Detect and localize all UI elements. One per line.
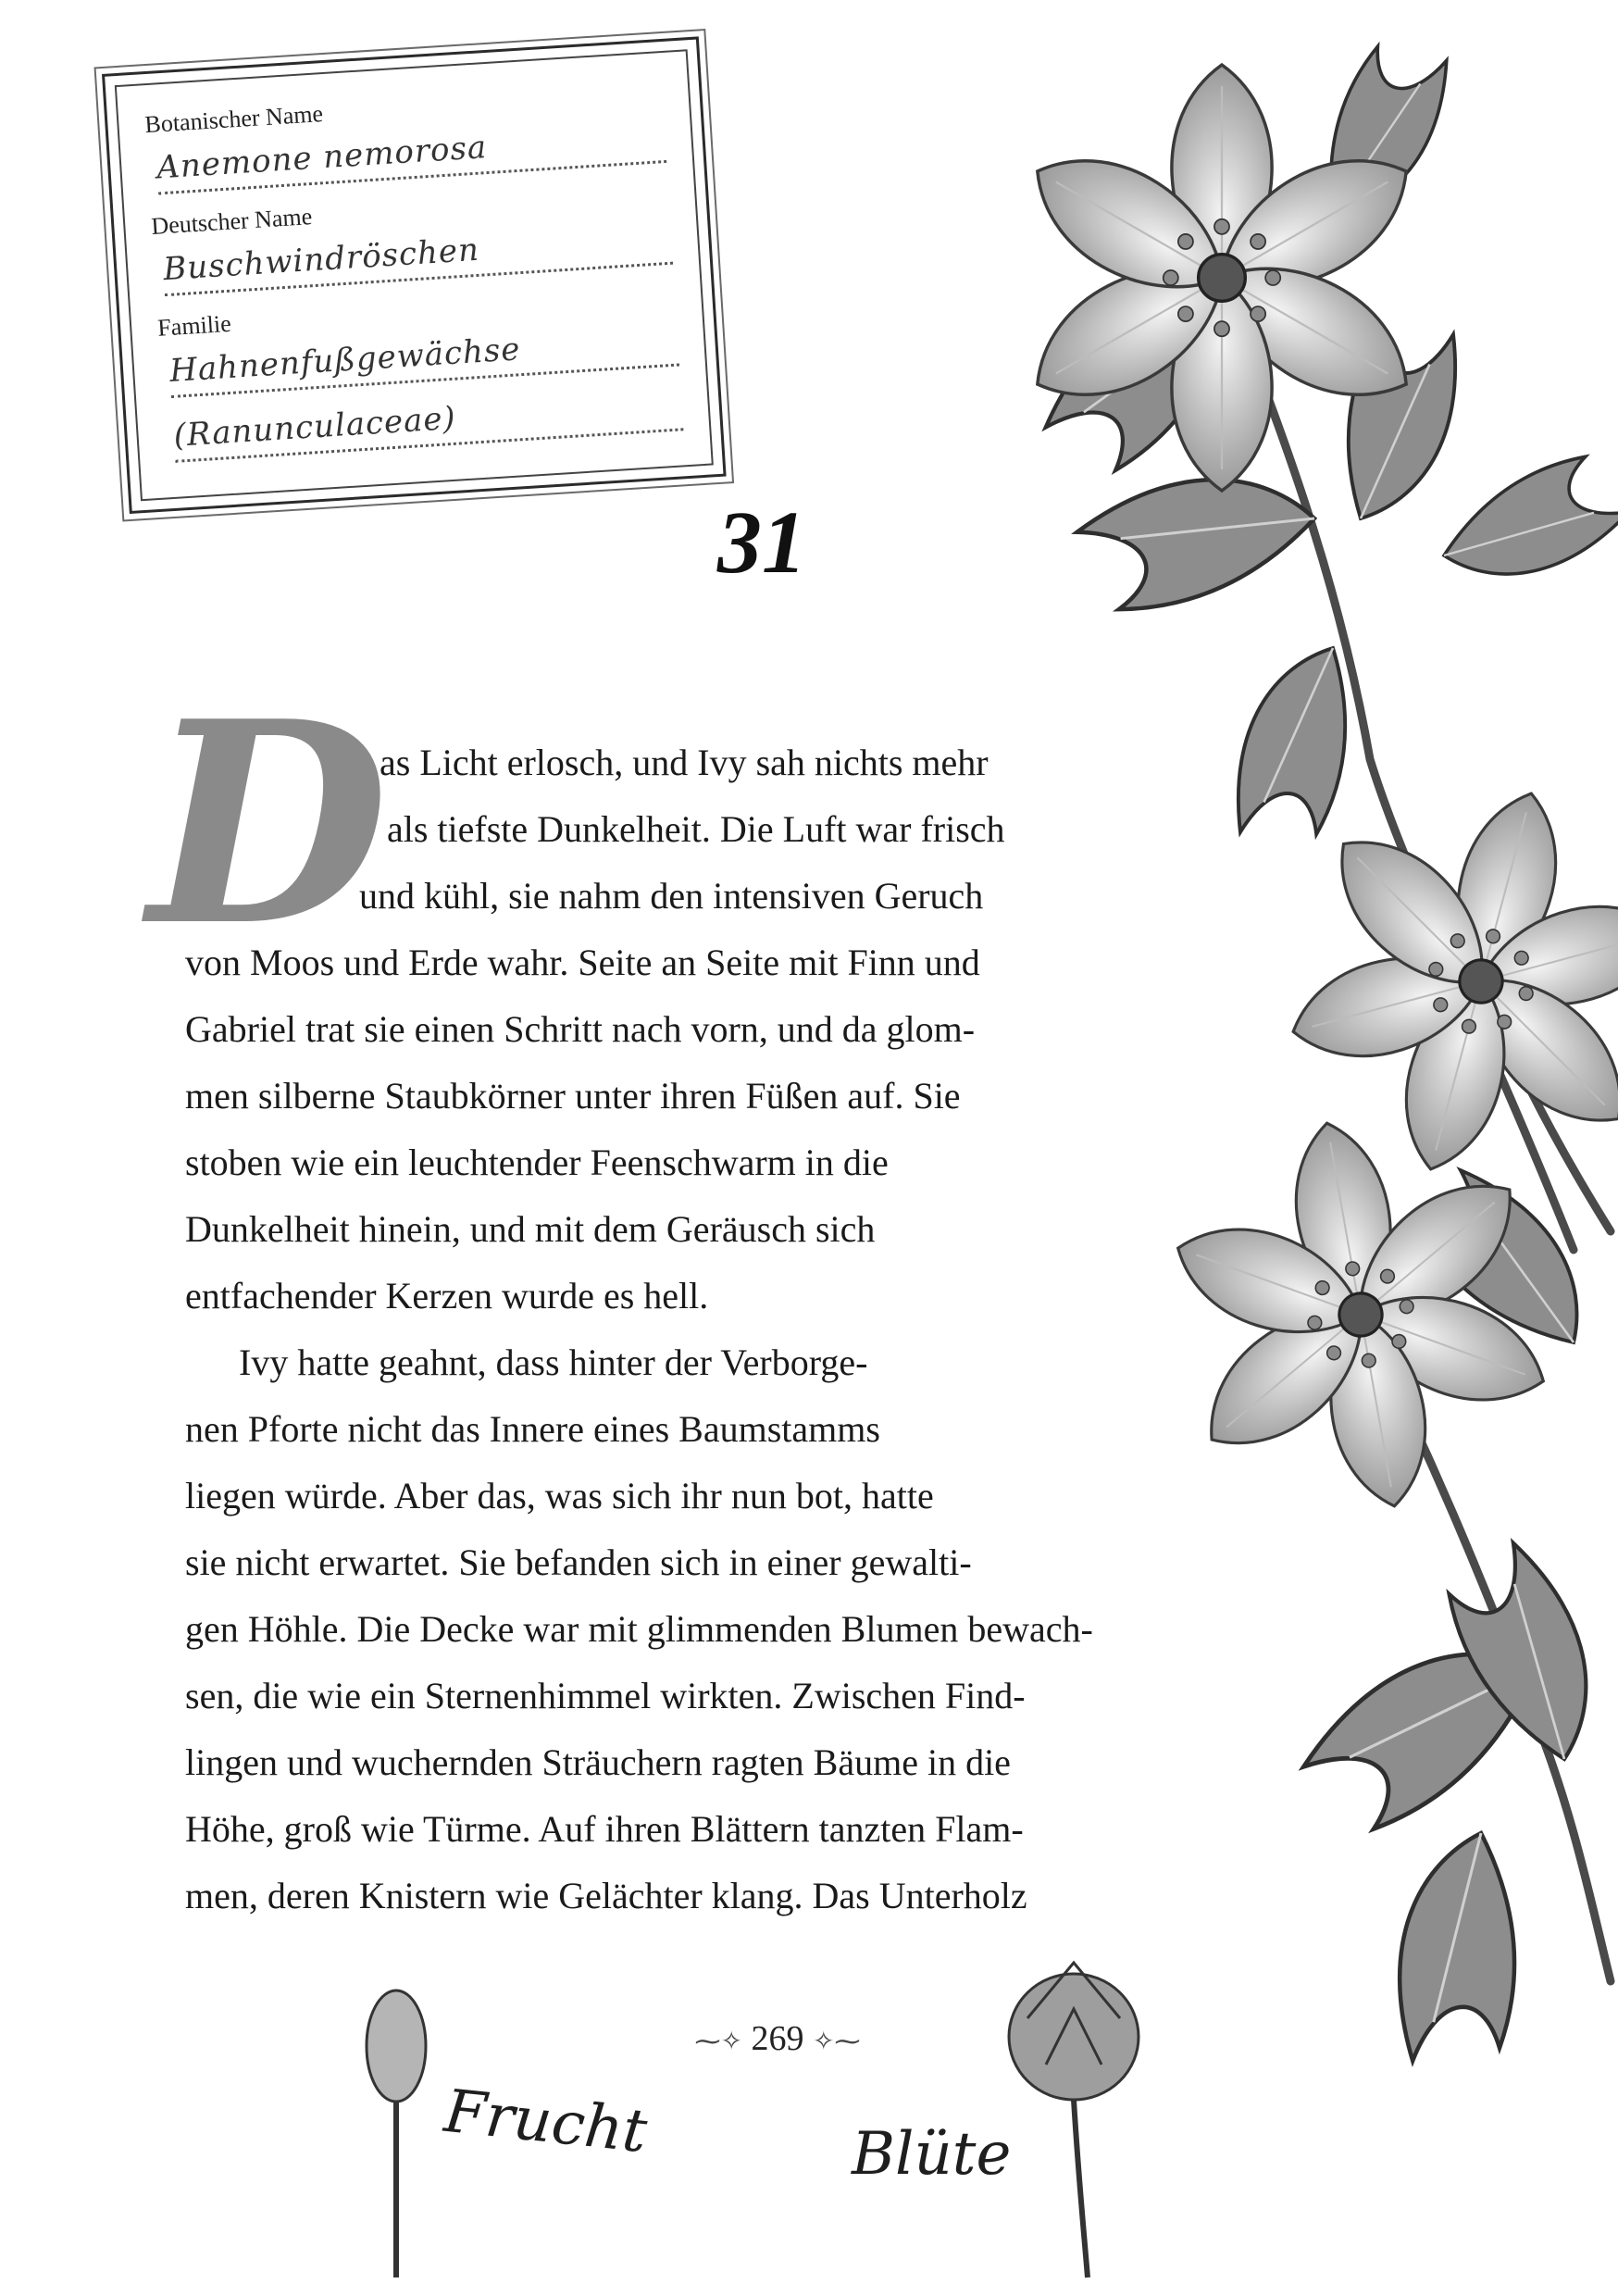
text-line: gen Höhle. Die Decke war mit glimmenden Blumen bewach- [185, 1608, 1093, 1650]
text-line: liegen würde. Aber das, was sich ihr nun bot, hatte [185, 1475, 934, 1516]
text-line: und kühl, sie nahm den intensiven Geruch [359, 875, 984, 917]
sketch-label-fruit: Frucht [441, 2077, 651, 2167]
text-line: nen Pforte nicht das Innere eines Baumstamms [185, 1408, 880, 1450]
family-value: Hahnenfußgewächse [168, 319, 679, 398]
text-line: Ivy hatte geahnt, dass hinter der Verborge- [239, 1341, 868, 1383]
chapter-number: 31 [717, 493, 806, 592]
ornament-right-icon: ✧⁓ [813, 2028, 861, 2056]
text-line: sen, die wie ein Sternenhimmel wirkten. Zwischen Find- [185, 1675, 1026, 1716]
text-line: men, deren Knistern wie Gelächter klang. Das Unterholz [185, 1875, 1027, 1916]
family-label: Familie [156, 309, 232, 342]
page-number-row [685, 2018, 870, 2059]
plant-label-card [102, 36, 727, 514]
text-line: entfachender Kerzen wurde es hell. [185, 1275, 709, 1316]
text-line: Höhe, groß wie Türme. Auf ihren Blättern tanzten Flam- [185, 1808, 1024, 1850]
family-value-latin: (Ranunculaceae) [172, 383, 683, 462]
text-line: men silberne Staubkörner unter ihren Füßen auf. Sie [185, 1075, 961, 1117]
botanical-name-value: Anemone nemorosa [156, 116, 666, 194]
ornament-left-icon: ⁓✧ [694, 2028, 742, 2056]
drop-cap: D [148, 660, 390, 987]
german-name-value: Buschwindröschen [162, 218, 673, 296]
text-line: von Moos und Erde wahr. Seite an Seite mit Finn und [185, 942, 980, 983]
text-line: Gabriel trat sie einen Schritt nach vorn, und da glom- [185, 1008, 976, 1050]
text-line: as Licht erlosch, und Ivy sah nichts mehr [380, 742, 989, 783]
text-line: lingen und wuchernden Sträuchern ragten Bäume in die [185, 1741, 1011, 1783]
text-line: als tiefste Dunkelheit. Die Luft war frisch [387, 808, 1005, 850]
page-number: 269 [751, 2019, 804, 2058]
botanical-name-label: Botanischer Name [143, 100, 324, 139]
sketch-label-bloom: Blüte [852, 2120, 1012, 2189]
german-name-label: Deutscher Name [150, 203, 313, 240]
text-line: Dunkelheit hinein, und mit dem Geräusch sich [185, 1208, 876, 1250]
text-line: sie nicht erwartet. Sie befanden sich in einer gewalti- [185, 1541, 972, 1583]
text-line: stoben wie ein leuchtender Feenschwarm in die [185, 1142, 889, 1183]
